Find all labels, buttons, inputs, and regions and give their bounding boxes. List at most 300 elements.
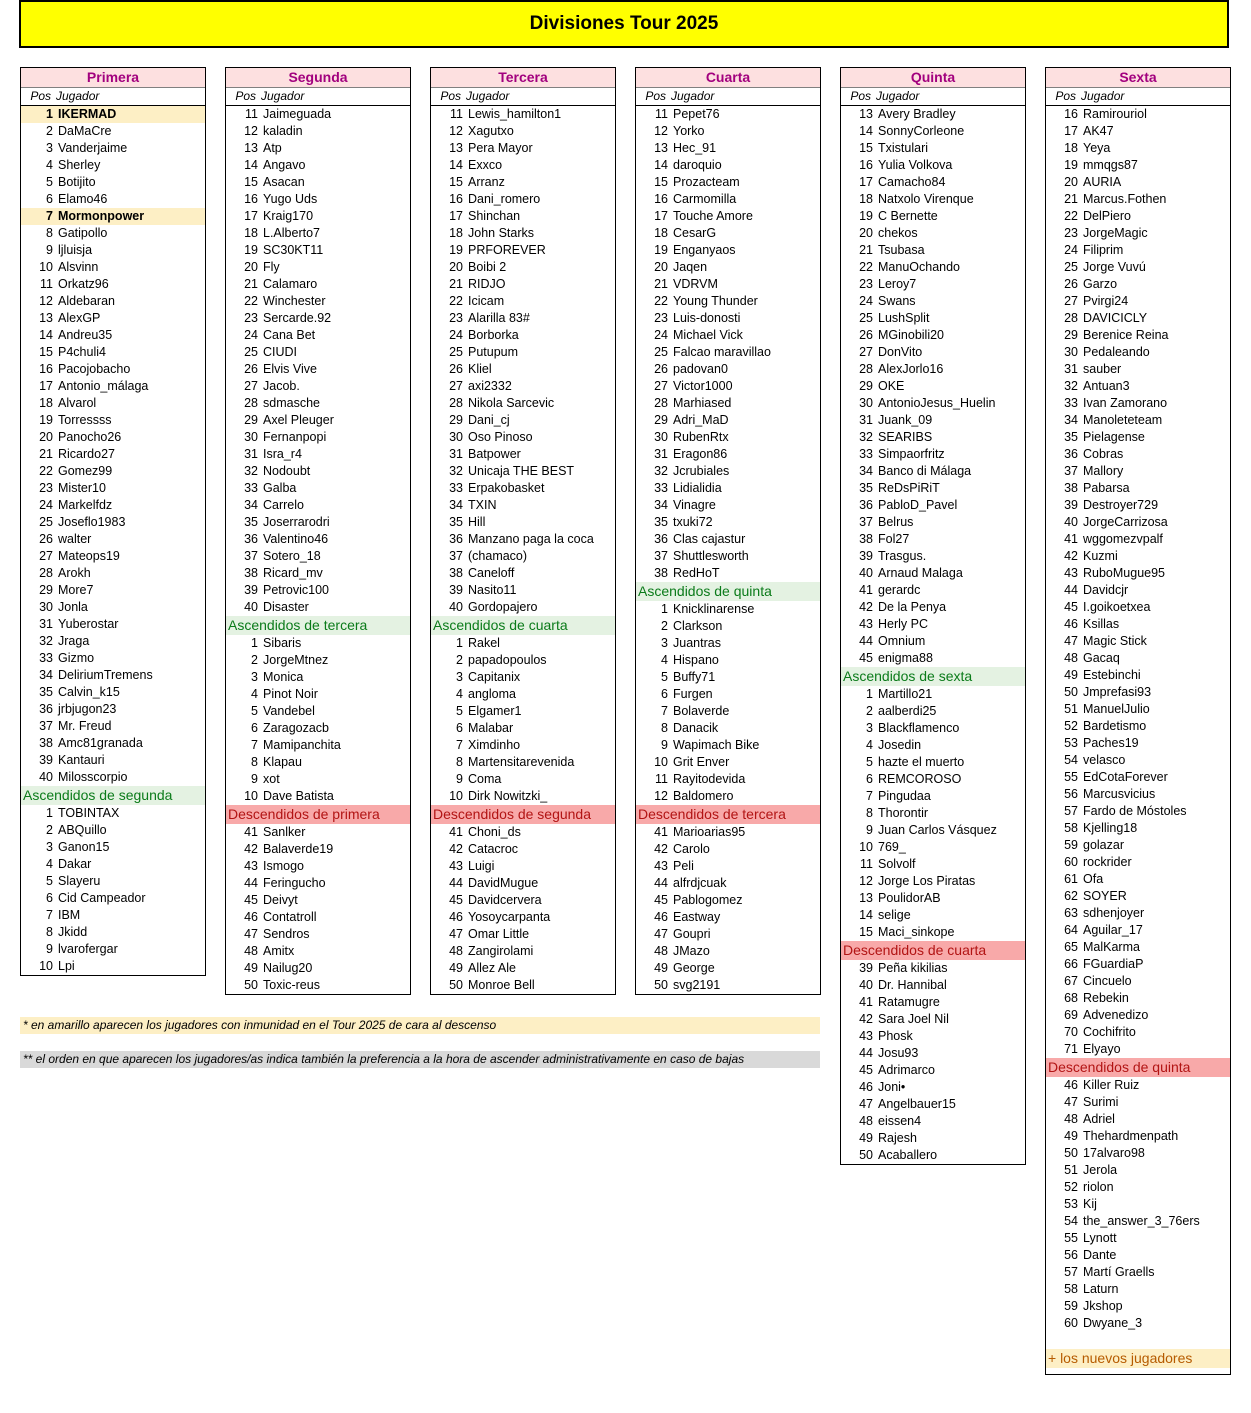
player-row bbox=[226, 514, 410, 531]
player-row bbox=[841, 686, 1025, 703]
player-pos: 11 bbox=[655, 107, 668, 121]
player-pos: 44 bbox=[449, 876, 463, 890]
player-row bbox=[636, 686, 820, 703]
player-header: Jugador bbox=[466, 89, 510, 103]
player-pos: 30 bbox=[1064, 345, 1078, 359]
division-title: Segunda bbox=[226, 68, 410, 88]
player-name: papadopoulos bbox=[468, 653, 547, 667]
player-pos: 34 bbox=[1064, 413, 1078, 427]
player-pos: 20 bbox=[654, 260, 668, 274]
player-row bbox=[636, 754, 820, 771]
player-pos: 44 bbox=[654, 876, 668, 890]
player-row bbox=[841, 242, 1025, 259]
player-row bbox=[841, 633, 1025, 650]
player-pos: 28 bbox=[449, 396, 463, 410]
player-pos: 6 bbox=[46, 192, 53, 206]
player-pos: 48 bbox=[1064, 651, 1078, 665]
player-pos: 30 bbox=[244, 430, 258, 444]
player-pos: 51 bbox=[1064, 702, 1078, 716]
player-row bbox=[636, 361, 820, 378]
player-name: Borborka bbox=[468, 328, 519, 342]
pos-header: Pos bbox=[440, 89, 461, 103]
player-name: Goupri bbox=[673, 927, 711, 941]
player-pos: 23 bbox=[654, 311, 668, 325]
player-pos: 18 bbox=[39, 396, 53, 410]
player-row bbox=[431, 788, 615, 805]
player-pos: 41 bbox=[654, 825, 668, 839]
player-row bbox=[226, 378, 410, 395]
player-pos: 33 bbox=[654, 481, 668, 495]
player-row bbox=[841, 548, 1025, 565]
player-row bbox=[1046, 327, 1230, 344]
player-row bbox=[841, 822, 1025, 839]
player-row bbox=[636, 293, 820, 310]
player-pos: 35 bbox=[39, 685, 53, 699]
player-row bbox=[841, 191, 1025, 208]
player-name: Coma bbox=[468, 772, 502, 786]
player-pos: 31 bbox=[859, 413, 873, 427]
player-row bbox=[636, 737, 820, 754]
player-row bbox=[1046, 310, 1230, 327]
player-pos: 42 bbox=[244, 842, 258, 856]
player-row bbox=[21, 225, 205, 242]
player-name: FGuardiaP bbox=[1083, 957, 1144, 971]
player-name: Hill bbox=[468, 515, 486, 529]
player-pos: 1 bbox=[661, 602, 668, 616]
player-name: Destroyer729 bbox=[1083, 498, 1159, 512]
player-name: Torressss bbox=[58, 413, 112, 427]
player-name: sauber bbox=[1083, 362, 1122, 376]
player-row bbox=[431, 686, 615, 703]
player-row bbox=[226, 703, 410, 720]
player-pos: 33 bbox=[449, 481, 463, 495]
player-row bbox=[21, 582, 205, 599]
player-pos: 69 bbox=[1064, 1008, 1078, 1022]
player-name: ReDsPiRiT bbox=[878, 481, 940, 495]
player-name: enigma88 bbox=[878, 651, 933, 665]
player-row bbox=[841, 157, 1025, 174]
player-row bbox=[21, 208, 205, 225]
player-name: Marcus.Fothen bbox=[1083, 192, 1167, 206]
player-row bbox=[1046, 973, 1230, 990]
player-pos: 35 bbox=[449, 515, 463, 529]
player-row bbox=[636, 174, 820, 191]
player-name: Zangirolami bbox=[468, 944, 534, 958]
player-row bbox=[636, 259, 820, 276]
immunity-note: * en amarillo aparecen los jugadores con inmunidad en el Tour 2025 de cara al descenso bbox=[20, 1017, 820, 1034]
player-pos: 26 bbox=[1064, 277, 1078, 291]
player-pos: 4 bbox=[661, 653, 668, 667]
player-pos: 4 bbox=[46, 158, 53, 172]
player-row bbox=[841, 703, 1025, 720]
player-row bbox=[21, 667, 205, 684]
player-name: Surimi bbox=[1083, 1095, 1119, 1109]
player-row bbox=[841, 514, 1025, 531]
player-pos: 23 bbox=[39, 481, 53, 495]
player-name: Klapau bbox=[263, 755, 302, 769]
player-name: Prozacteam bbox=[673, 175, 740, 189]
player-row bbox=[636, 344, 820, 361]
player-pos: 20 bbox=[449, 260, 463, 274]
player-name: padovan0 bbox=[673, 362, 728, 376]
player-name: Vinagre bbox=[673, 498, 716, 512]
player-name: Boibi 2 bbox=[468, 260, 507, 274]
player-row bbox=[226, 720, 410, 737]
player-row bbox=[1046, 1264, 1230, 1281]
player-name: Deivyt bbox=[263, 893, 298, 907]
player-name: Aldebaran bbox=[58, 294, 115, 308]
player-name: Killer Ruiz bbox=[1083, 1078, 1140, 1092]
player-name: txuki72 bbox=[673, 515, 713, 529]
player-pos: 2 bbox=[46, 124, 53, 138]
player-row bbox=[21, 924, 205, 941]
player-row bbox=[21, 718, 205, 735]
player-pos: 17 bbox=[1064, 124, 1078, 138]
player-name: Filiprim bbox=[1083, 243, 1124, 257]
player-pos: 19 bbox=[1064, 158, 1078, 172]
player-pos: 37 bbox=[1064, 464, 1078, 478]
player-row bbox=[226, 858, 410, 875]
player-name: Ofa bbox=[1083, 872, 1104, 886]
player-pos: 53 bbox=[1064, 736, 1078, 750]
player-pos: 66 bbox=[1064, 957, 1078, 971]
player-pos: 24 bbox=[449, 328, 463, 342]
player-name: Sherley bbox=[58, 158, 101, 172]
player-name: De la Penya bbox=[878, 600, 947, 614]
player-row bbox=[636, 943, 820, 960]
player-name: Michael Vick bbox=[673, 328, 743, 342]
player-row bbox=[636, 960, 820, 977]
player-pos: 13 bbox=[39, 311, 53, 325]
player-name: Ganon15 bbox=[58, 840, 110, 854]
player-row bbox=[431, 909, 615, 926]
player-name: Amitx bbox=[263, 944, 295, 958]
player-name: Eragon86 bbox=[673, 447, 728, 461]
player-pos: 45 bbox=[449, 893, 463, 907]
player-row bbox=[841, 1113, 1025, 1130]
player-row bbox=[21, 752, 205, 769]
player-row bbox=[21, 242, 205, 259]
player-name: Ivan Zamorano bbox=[1083, 396, 1168, 410]
player-name: Bolaverde bbox=[673, 704, 730, 718]
player-pos: 10 bbox=[39, 959, 53, 973]
player-row bbox=[841, 890, 1025, 907]
player-pos: 20 bbox=[39, 430, 53, 444]
player-row bbox=[431, 327, 615, 344]
player-name: Angavo bbox=[263, 158, 306, 172]
player-pos: 13 bbox=[244, 141, 258, 155]
player-name: PoulidorAB bbox=[878, 891, 941, 905]
player-row bbox=[636, 463, 820, 480]
player-row bbox=[841, 582, 1025, 599]
player-name: Nasito11 bbox=[468, 583, 517, 597]
player-pos: 25 bbox=[449, 345, 463, 359]
player-pos: 46 bbox=[449, 910, 463, 924]
player-name: chekos bbox=[878, 226, 918, 240]
player-row bbox=[1046, 633, 1230, 650]
player-row bbox=[1046, 939, 1230, 956]
player-name: AK47 bbox=[1083, 124, 1114, 138]
player-name: Rebekin bbox=[1083, 991, 1129, 1005]
player-pos: 58 bbox=[1064, 1282, 1078, 1296]
player-pos: 3 bbox=[866, 721, 873, 735]
player-row bbox=[841, 293, 1025, 310]
player-name: Leroy7 bbox=[878, 277, 917, 291]
player-name: Trasgus. bbox=[878, 549, 927, 563]
player-name: Jaimeguada bbox=[263, 107, 332, 121]
player-pos: 42 bbox=[654, 842, 668, 856]
player-name: Oso Pinoso bbox=[468, 430, 533, 444]
player-name: Pabarsa bbox=[1083, 481, 1130, 495]
player-row bbox=[636, 652, 820, 669]
player-name: aalberdi25 bbox=[878, 704, 937, 718]
player-name: Jraga bbox=[58, 634, 90, 648]
player-name: Pvirgi24 bbox=[1083, 294, 1129, 308]
player-pos: 43 bbox=[859, 1029, 873, 1043]
player-pos: 29 bbox=[244, 413, 258, 427]
player-row bbox=[21, 446, 205, 463]
player-row bbox=[841, 1028, 1025, 1045]
player-name: Arnaud Malaga bbox=[878, 566, 963, 580]
player-pos: 37 bbox=[859, 515, 873, 529]
player-name: Kraig170 bbox=[263, 209, 314, 223]
player-name: Pedaleando bbox=[1083, 345, 1150, 359]
player-row bbox=[841, 140, 1025, 157]
player-name: CesarG bbox=[673, 226, 717, 240]
player-pos: 8 bbox=[866, 806, 873, 820]
player-pos: 16 bbox=[449, 192, 463, 206]
player-row bbox=[226, 497, 410, 514]
player-row bbox=[841, 839, 1025, 856]
player-row bbox=[226, 293, 410, 310]
player-pos: 32 bbox=[39, 634, 53, 648]
player-name: Catacroc bbox=[468, 842, 519, 856]
player-pos: 24 bbox=[859, 294, 873, 308]
player-name: Putupum bbox=[468, 345, 519, 359]
player-row bbox=[226, 106, 410, 123]
player-pos: 3 bbox=[46, 840, 53, 854]
pos-header: Pos bbox=[1055, 89, 1076, 103]
player-pos: 47 bbox=[859, 1097, 873, 1111]
player-row bbox=[1046, 1162, 1230, 1179]
player-name: Fardo de Móstoles bbox=[1083, 804, 1187, 818]
player-name: Thorontir bbox=[878, 806, 929, 820]
player-row bbox=[431, 395, 615, 412]
player-pos: 23 bbox=[1064, 226, 1078, 240]
player-pos: 11 bbox=[40, 277, 53, 291]
player-name: Dwyane_3 bbox=[1083, 1316, 1143, 1330]
player-name: Capitanix bbox=[468, 670, 521, 684]
player-pos: 21 bbox=[39, 447, 53, 461]
player-pos: 5 bbox=[661, 670, 668, 684]
player-row bbox=[636, 106, 820, 123]
player-pos: 53 bbox=[1064, 1197, 1078, 1211]
player-name: Kantauri bbox=[58, 753, 105, 767]
player-name: AlexGP bbox=[58, 311, 101, 325]
player-pos: 4 bbox=[251, 687, 258, 701]
player-name: Yorko bbox=[673, 124, 705, 138]
player-row bbox=[431, 977, 615, 994]
player-row bbox=[226, 926, 410, 943]
player-row bbox=[431, 446, 615, 463]
player-row bbox=[21, 633, 205, 650]
player-row bbox=[841, 123, 1025, 140]
player-pos: 46 bbox=[1064, 617, 1078, 631]
player-pos: 2 bbox=[661, 619, 668, 633]
player-pos: 51 bbox=[1064, 1163, 1078, 1177]
player-name: Banco di Málaga bbox=[878, 464, 972, 478]
player-name: Cobras bbox=[1083, 447, 1124, 461]
player-pos: 16 bbox=[39, 362, 53, 376]
player-row bbox=[636, 892, 820, 909]
player-pos: 42 bbox=[859, 600, 873, 614]
player-name: Magic Stick bbox=[1083, 634, 1147, 648]
player-row bbox=[226, 652, 410, 669]
player-name: xot bbox=[263, 772, 280, 786]
player-name: Pielagense bbox=[1083, 430, 1145, 444]
player-name: C Bernette bbox=[878, 209, 938, 223]
player-pos: 49 bbox=[1064, 668, 1078, 682]
player-row bbox=[636, 327, 820, 344]
player-row bbox=[431, 754, 615, 771]
player-name: Dakar bbox=[58, 857, 92, 871]
player-pos: 6 bbox=[456, 721, 463, 735]
player-pos: 3 bbox=[251, 670, 258, 684]
player-row bbox=[841, 924, 1025, 941]
player-name: REMCOROSO bbox=[878, 772, 962, 786]
player-pos: 50 bbox=[1064, 685, 1078, 699]
promoted-section-header: Ascendidos de quinta bbox=[636, 582, 820, 601]
player-name: Danacik bbox=[673, 721, 719, 735]
relegated-section-header: Descendidos de primera bbox=[226, 805, 410, 824]
player-name: Jonla bbox=[58, 600, 88, 614]
player-pos: 60 bbox=[1064, 855, 1078, 869]
player-pos: 39 bbox=[859, 549, 873, 563]
player-name: gerardc bbox=[878, 583, 921, 597]
player-name: RIDJO bbox=[468, 277, 506, 291]
player-name: Kliel bbox=[468, 362, 492, 376]
player-row bbox=[1046, 565, 1230, 582]
player-name: Sara Joel Nil bbox=[878, 1012, 949, 1026]
player-pos: 23 bbox=[859, 277, 873, 291]
player-pos: 31 bbox=[449, 447, 463, 461]
player-row bbox=[431, 378, 615, 395]
player-pos: 19 bbox=[859, 209, 873, 223]
player-name: Yosoycarpanta bbox=[468, 910, 551, 924]
player-name: Kuzmi bbox=[1083, 549, 1118, 563]
player-row bbox=[841, 429, 1025, 446]
player-pos: 22 bbox=[244, 294, 258, 308]
division-title: Cuarta bbox=[636, 68, 820, 88]
player-pos: 11 bbox=[450, 107, 463, 121]
player-pos: 13 bbox=[654, 141, 668, 155]
player-pos: 5 bbox=[46, 874, 53, 888]
player-pos: 36 bbox=[39, 702, 53, 716]
player-pos: 13 bbox=[859, 891, 873, 905]
player-pos: 18 bbox=[449, 226, 463, 240]
player-row bbox=[1046, 1298, 1230, 1315]
player-pos: 30 bbox=[654, 430, 668, 444]
player-pos: 14 bbox=[859, 908, 873, 922]
player-name: Ismogo bbox=[263, 859, 304, 873]
player-row bbox=[841, 361, 1025, 378]
player-name: Jkidd bbox=[58, 925, 88, 939]
player-row bbox=[1046, 990, 1230, 1007]
player-name: Peli bbox=[673, 859, 694, 873]
pos-header: Pos bbox=[235, 89, 256, 103]
player-pos: 36 bbox=[654, 532, 668, 546]
player-name: Josedin bbox=[878, 738, 922, 752]
player-pos: 22 bbox=[39, 464, 53, 478]
player-name: Carolo bbox=[673, 842, 710, 856]
column-headers bbox=[841, 88, 1025, 106]
player-pos: 7 bbox=[456, 738, 463, 752]
player-row bbox=[1046, 225, 1230, 242]
player-name: EdCotaForever bbox=[1083, 770, 1168, 784]
promoted-section-header: Ascendidos de sexta bbox=[841, 667, 1025, 686]
player-name: Elyayo bbox=[1083, 1042, 1121, 1056]
player-name: JorgeMagic bbox=[1083, 226, 1148, 240]
player-row bbox=[1046, 1128, 1230, 1145]
player-row bbox=[1046, 463, 1230, 480]
player-row bbox=[21, 378, 205, 395]
division-primera bbox=[20, 67, 206, 976]
player-pos: 50 bbox=[1064, 1146, 1078, 1160]
player-name: OKE bbox=[878, 379, 905, 393]
player-pos: 11 bbox=[655, 772, 668, 786]
player-name: Gordopajero bbox=[468, 600, 538, 614]
player-pos: 49 bbox=[449, 961, 463, 975]
player-name: Jaqen bbox=[673, 260, 708, 274]
player-pos: 28 bbox=[859, 362, 873, 376]
player-row bbox=[636, 669, 820, 686]
player-row bbox=[21, 174, 205, 191]
player-name: Antuan3 bbox=[1083, 379, 1130, 393]
player-pos: 24 bbox=[654, 328, 668, 342]
player-name: Isra_r4 bbox=[263, 447, 302, 461]
player-name: Falcao maravillao bbox=[673, 345, 771, 359]
player-row bbox=[226, 429, 410, 446]
player-name: sdmasche bbox=[263, 396, 320, 410]
player-row bbox=[431, 875, 615, 892]
player-row bbox=[1046, 174, 1230, 191]
player-name: Mamipanchita bbox=[263, 738, 341, 752]
player-row bbox=[1046, 429, 1230, 446]
player-pos: 43 bbox=[1064, 566, 1078, 580]
player-row bbox=[431, 463, 615, 480]
player-row bbox=[1046, 1094, 1230, 1111]
player-name: Marhiased bbox=[673, 396, 732, 410]
player-pos: 35 bbox=[859, 481, 873, 495]
player-row bbox=[841, 1130, 1025, 1147]
player-name: AlexJorlo16 bbox=[878, 362, 944, 376]
player-name: I.goikoetxea bbox=[1083, 600, 1151, 614]
player-name: Young Thunder bbox=[673, 294, 758, 308]
player-name: Paches19 bbox=[1083, 736, 1139, 750]
player-pos: 39 bbox=[1064, 498, 1078, 512]
player-pos: 33 bbox=[39, 651, 53, 665]
player-row bbox=[636, 909, 820, 926]
relegated-section-header: Descendidos de tercera bbox=[636, 805, 820, 824]
player-row bbox=[21, 769, 205, 786]
player-row bbox=[431, 943, 615, 960]
player-row bbox=[636, 635, 820, 652]
player-name: Arokh bbox=[58, 566, 91, 580]
player-pos: 50 bbox=[449, 978, 463, 992]
player-pos: 13 bbox=[449, 141, 463, 155]
player-name: P4chuli4 bbox=[58, 345, 106, 359]
player-pos: 54 bbox=[1064, 1214, 1078, 1228]
